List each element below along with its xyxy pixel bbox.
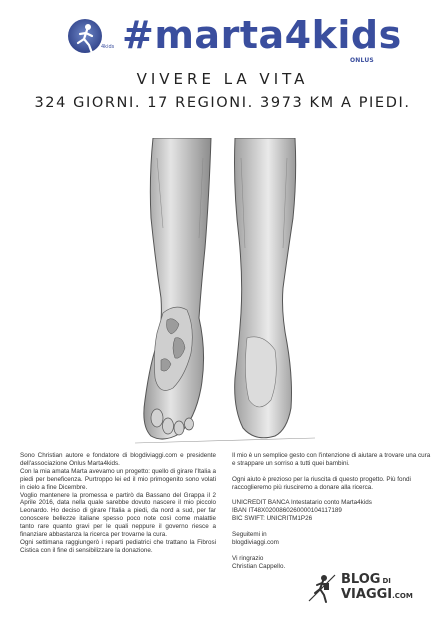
- blog-logo-line2: [341, 588, 413, 603]
- weekly-paragraph: Ogni settimana raggiungerò i reparti pediatrici che trattano la Fibrosi Cistica con il fine di sensibilizzare la donazione.: [20, 538, 216, 554]
- blog-logo-word-di: DI: [382, 577, 391, 585]
- thanks-line: Vi ringrazio: [232, 554, 264, 562]
- bare-feet-sketch-icon: [115, 138, 330, 450]
- svg-text:4kids: 4kids: [101, 44, 115, 50]
- iban-line: IBAN IT48X0200860260000104117189: [232, 507, 342, 515]
- brand-subtitle: ONLUS: [350, 57, 374, 64]
- promise-paragraph: Voglio mantenere la promessa e partirò da Bassano del Grappa il 2 Aprile 2016, data nella quale sarebbe dovuto nascere il mio piccolo Leonardo. Ho deciso di girare l'Italia a piedi, da nord a sud, per far conoscere bellezze italiane spesso poco note così come malattie tanto rare quanto gravi per le quali neppure il governo riesce a finanziare abbastanza la ricerca per trovarne la cura.: [20, 491, 216, 539]
- bic-line: BIC SWIFT: UNICRITM1P26: [232, 515, 313, 523]
- signature-line: Christian Cappello.: [232, 562, 286, 570]
- running-figure-globe-icon: [63, 17, 115, 57]
- help-paragraph: Ogni aiuto è prezioso per la riuscita di questo progetto. Più fondi raccoglieremo più riusciremo a donare alla ricerca.: [232, 475, 411, 491]
- blog-logo-line1: [341, 573, 391, 588]
- project-paragraph: Con la mia amata Marta avevamo un progetto: quello di girare l'Italia a piedi per beneficenza. Purtroppo lei ed il mio primogenito sono volati in cielo a fine Dicembre.: [20, 467, 216, 491]
- blog-logo-word-blog: BLOG: [341, 572, 381, 587]
- headline-title: VIVERE LA VITA: [136, 70, 309, 88]
- left-text-column: [20, 452, 216, 555]
- right-text-column: [232, 452, 432, 571]
- headline-stats: 324 GIORNI. 17 REGIONI. 3973 KM A PIEDI.: [34, 95, 411, 111]
- follow-line: Seguitemi in: [232, 531, 267, 539]
- blog-di-viaggi-logo: [305, 571, 435, 607]
- brand-title: #marta4kids: [122, 13, 402, 57]
- gesture-paragraph: Il mio è un semplice gesto con l'intenzione di aiutare a trovare una cura e strappare un sorriso a tutti quei bambini.: [232, 452, 431, 467]
- bank-line: UNICREDIT BANCA Intestatario conto Marta4kids: [232, 499, 372, 507]
- walking-traveler-icon: [305, 571, 339, 605]
- blog-logo-word-com: .COM: [392, 592, 413, 600]
- blog-link[interactable]: blogdiviaggi.com: [232, 538, 279, 546]
- intro-paragraph: Sono Christian autore e fondatore di blogdiviaggi.com e presidente dell'associazione Onlus Marta4kids.: [20, 452, 216, 467]
- page-header: [0, 6, 445, 66]
- blog-logo-word-viaggi: VIAGGI: [341, 587, 393, 602]
